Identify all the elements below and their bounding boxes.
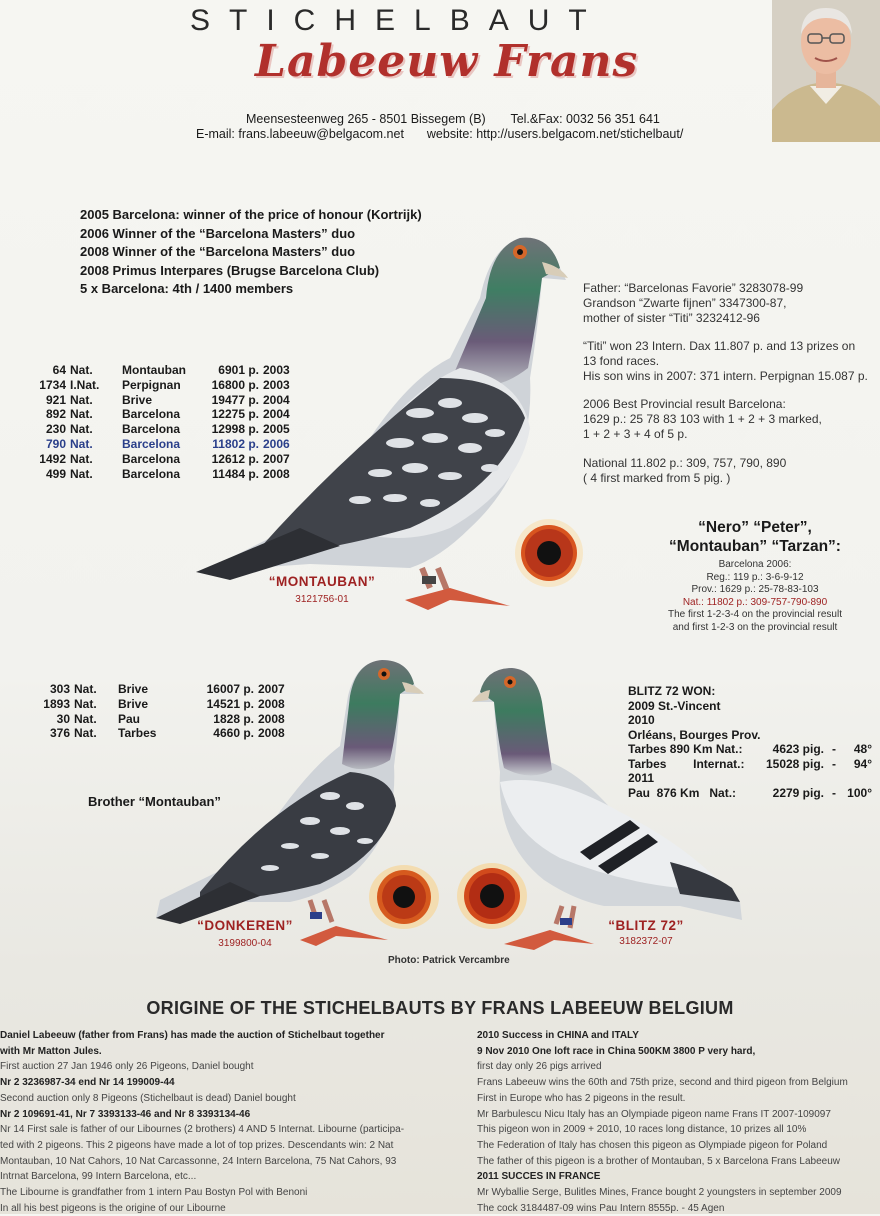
provincial-line: 1 + 2 + 3 + 4 of 5 p. <box>583 427 688 441</box>
titi-line: His son wins in 2007: 371 intern. Perpignan 15.087 p. <box>583 369 868 383</box>
address <box>246 112 660 126</box>
contact-line <box>196 127 683 141</box>
father-line: Father: “Barcelonas Favorie” 3283078-99 <box>583 281 804 295</box>
bc-reg: Reg.: 119 p.: 3-6-9-12 <box>706 571 804 583</box>
origin-text-line: Nr 2 3236987-34 end Nr 14 199009-44 <box>0 1077 175 1089</box>
table-row: 30 Nat. Pau 1828 p. 2008 <box>56 711 285 726</box>
provincial-line: 2006 Best Provincial result Barcelona: <box>583 397 786 411</box>
national-line: ( 4 first marked from 5 pig. ) <box>583 471 731 485</box>
blitz-won-block <box>628 684 872 800</box>
titi-line: 13 fond races. <box>583 354 660 368</box>
origin-text-line: The Libourne is grandfather from 1 intern Pau Bostyn Pol with Benoni <box>0 1187 308 1199</box>
names-line: “Montauban” “Tarzan”: <box>669 538 841 555</box>
bc-nat: Nat.: 11802 p.: 309-757-790-890 <box>682 596 828 608</box>
origin-text-line: Intrnat Barcelona, 99 Intern Barcelona, etc... <box>0 1171 197 1183</box>
breeder-name: Labeeuw Frans <box>255 36 639 87</box>
blitz-won-line: 2010 <box>628 713 655 727</box>
origin-right-column <box>477 1028 880 1216</box>
names-line: “Nero” “Peter”, <box>698 519 812 536</box>
photo-credit: Photo: Patrick Vercambre <box>388 955 510 966</box>
pedigree-info <box>583 281 803 326</box>
table-row: 892 Nat. Barcelona 12275 p. 2004 <box>45 407 290 422</box>
bc-first: and first 1-2-3 on the provincial result <box>672 621 838 633</box>
origin-left-column <box>0 1028 462 1216</box>
table-row: 303 Nat. Brive 16007 p. 2007 <box>49 682 285 696</box>
blitz-won-line: 2009 St.-Vincent <box>628 698 721 713</box>
brother-label: Brother “Montauban” <box>88 794 221 809</box>
origin-text-line: Mr Wyballie Serge, Bulitles Mines, France bought 2 youngsters in september 2009 <box>477 1187 842 1199</box>
national-line: National 11.802 p.: 309, 757, 790, 890 <box>583 456 787 470</box>
table-row: 1893 Nat. Brive 14521 p. 2008 <box>43 696 285 711</box>
origin-text-line: ted with 2 pigeons. This 2 pigeons have made a lot of top prizes. Descendants win: 2 Nat <box>0 1139 394 1151</box>
provincial-line: 1629 p.: 25 78 83 103 with 1 + 2 + 3 marked, <box>583 412 822 426</box>
blitz-won-line: 2011 <box>628 771 655 785</box>
national-info <box>583 456 786 486</box>
montauban-ring: 3121756-01 <box>295 594 349 605</box>
origin-text-line: The cock 3184487-09 wins Pau Intern 8555p. - 45 Agen <box>477 1202 725 1214</box>
table-row: Tarbes 890 Km Nat.: 4623 pig. - 48° <box>628 742 872 756</box>
montauban-name: “MONTAUBAN” <box>268 574 376 589</box>
origin-text-line: first day only 26 pigs arrived <box>477 1061 602 1073</box>
blitz-won-title: BLITZ 72 WON: <box>628 684 716 698</box>
blitz-won-table <box>628 742 872 771</box>
montauban-eye-image <box>514 518 584 588</box>
grandson-line: Grandson “Zwarte fijnen” 3347300-87, <box>583 296 787 310</box>
bc-title: Barcelona 2006: <box>718 559 792 570</box>
table-row: 1492 Nat. Barcelona 12612 p. 2007 <box>39 451 290 466</box>
table-row: 921 Nat. Brive 19477 p. 2004 <box>45 392 290 407</box>
blitz-won-table <box>628 786 872 801</box>
website-link[interactable]: website: http://users.belgacom.net/stichelbaut/ <box>426 127 684 141</box>
origin-heading: ORIGINE OF THE STICHELBAUTS BY FRANS LABEEUW BELGIUM <box>146 998 734 1018</box>
blitz-eye-image <box>456 862 528 930</box>
origin-text-line: 2011 SUCCES IN FRANCE <box>477 1171 601 1183</box>
donkeren-eye-image <box>368 864 440 930</box>
table-row: 64 Nat. Montauban 6901 p. 2003 <box>52 363 290 377</box>
origin-text-line: First auction 27 Jan 1946 only 26 Pigeons, Daniel bought <box>0 1061 254 1073</box>
origin-text-line: Daniel Labeeuw (father from Frans) has made the auction of Stichelbaut together <box>0 1030 385 1041</box>
table-row: 376 Nat. Tarbes 4660 p. 2008 <box>49 726 285 741</box>
table-row: 499 Nat. Barcelona 11484 p. 2008 <box>45 466 290 481</box>
address-text: Meensesteenweg 265 - 8501 Bissegem (B) <box>246 112 486 126</box>
table-row-highlight: 790 Nat. Barcelona 11802 p. 2006 <box>45 436 290 451</box>
origin-text-line: The Federation of Italy has chosen this pigeon as Olympiade pigeon for Poland <box>477 1139 828 1151</box>
blitz-name: “BLITZ 72” <box>608 918 684 933</box>
email-text[interactable]: E-mail: frans.labeeuw@belgacom.net <box>196 127 404 141</box>
table-row: Pau 876 Km Nat.: 2279 pig. - 100° <box>628 785 872 800</box>
origin-text-line: In all his best pigeons is the origine of our Libourne <box>0 1202 226 1214</box>
titi-line: “Titi” won 23 Intern. Dax 11.807 p. and 13 prizes on <box>583 339 856 353</box>
phone-text: Tel.&Fax: 0032 56 351 641 <box>510 112 660 126</box>
origin-text-line: Frans Labeeuw wins the 60th and 75th prize, second and third pigeon from Belgium <box>477 1077 848 1089</box>
titi-info <box>583 339 868 384</box>
origin-text-line: The father of this pigeon is a brother of Montauban, 5 x Barcelona Frans Labeeuw <box>477 1155 840 1167</box>
origin-text-line: This pigeon won in 2009 + 2010, 10 races long distance, 10 prizes all 10% <box>477 1124 807 1136</box>
origin-text-line: Mr Barbulescu Nicu Italy has an Olympiade pigeon name Frans IT 2007-109097 <box>477 1108 831 1120</box>
table-row: 1734 I.Nat. Perpignan 16800 p. 2003 <box>39 377 290 392</box>
achievement: 2008 Primus Interpares (Brugse Barcelona Club) <box>80 262 380 278</box>
bc-prov: Prov.: 1629 p.: 25-78-83-103 <box>691 584 819 595</box>
donkeren-name: “DONKEREN” <box>197 918 293 933</box>
origin-text-line: with Mr Matton Jules. <box>0 1045 102 1057</box>
barcelona-2006-summary <box>630 559 880 634</box>
header-title: STICHELBAUT <box>190 4 606 37</box>
achievement: 2006 Winner of the “Barcelona Masters” duo <box>80 225 356 241</box>
origin-text-line: Montauban, 10 Nat Cahors, 10 Nat Carcassonne, 24 Intern Barcelona, 75 Nat Cahors, 93 <box>0 1155 397 1167</box>
provincial-info <box>583 397 822 442</box>
origin-text-line: Nr 2 109691-41, Nr 7 3393133-46 and Nr 8 3393134-46 <box>0 1108 251 1120</box>
origin-text-line: First in Europe who has 2 pigeons in the result. <box>477 1092 686 1104</box>
donkeren-ring: 3199800-04 <box>218 938 272 949</box>
origin-text-line: Nr 14 First sale is father of our Libournes (2 brothers) 4 AND 5 Internat. Libourne (participa- <box>0 1124 405 1136</box>
achievement: 2005 Barcelona: winner of the price of honour (Kortrijk) <box>80 207 422 222</box>
blitz-won-line: Orléans, Bourges Prov. <box>628 727 761 742</box>
mother-line: mother of sister “Titi” 3232412-96 <box>583 311 760 325</box>
bc-first: The first 1-2-3-4 on the provincial result <box>668 609 842 620</box>
breeder-portrait <box>772 0 880 142</box>
achievement: 2008 Winner of the “Barcelona Masters” duo <box>80 244 356 259</box>
pigeon-names-heading <box>630 518 880 556</box>
table-row: 230 Nat. Barcelona 12998 p. 2005 <box>45 422 290 437</box>
blitz-ring: 3182372-07 <box>619 936 673 947</box>
table-row: Tarbes Internat.: 15028 pig. - 94° <box>628 756 872 771</box>
origin-text-line: 9 Nov 2010 One loft race in China 500KM 3800 P very hard, <box>477 1045 756 1057</box>
origin-text-line: 2010 Success in CHINA and ITALY <box>477 1030 639 1041</box>
achievement: 5 x Barcelona: 4th / 1400 members <box>80 281 294 296</box>
origin-text-line: Second auction only 8 Pigeons (Stichelbaut is dead) Daniel bought <box>0 1092 296 1104</box>
